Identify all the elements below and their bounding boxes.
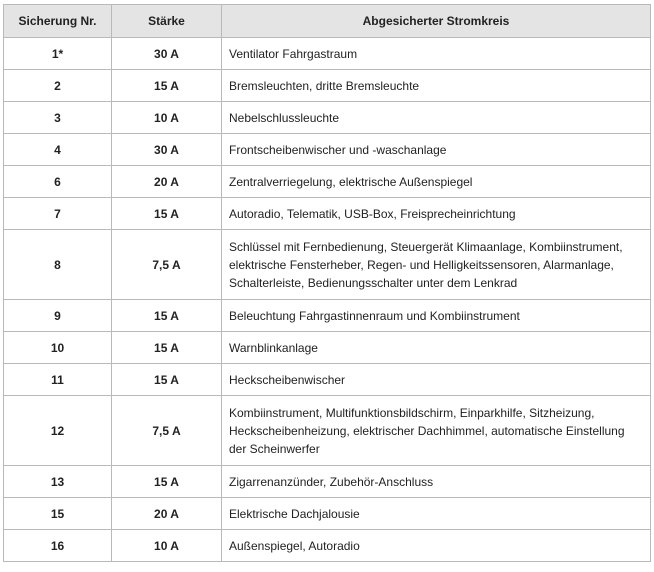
table-row: [4, 498, 651, 530]
fuse-number-cell: 3: [4, 102, 112, 134]
circuit-cell: Frontscheibenwischer und -waschanlage: [222, 134, 651, 166]
table-row: [4, 198, 651, 230]
rating-cell: 30 A: [112, 134, 222, 166]
header-rating: Stärke: [112, 5, 222, 38]
fuse-table: [3, 4, 651, 562]
rating-cell: 15 A: [112, 300, 222, 332]
table-row: [4, 166, 651, 198]
fuse-number-cell: 12: [4, 396, 112, 466]
rating-cell: 20 A: [112, 166, 222, 198]
table-row: [4, 466, 651, 498]
circuit-cell: Nebelschlussleuchte: [222, 102, 651, 134]
rating-cell: 10 A: [112, 530, 222, 562]
circuit-cell: Elektrische Dachjalousie: [222, 498, 651, 530]
circuit-cell: Ventilator Fahrgastraum: [222, 38, 651, 70]
table-row: [4, 364, 651, 396]
rating-cell: 7,5 A: [112, 396, 222, 466]
table-row: [4, 70, 651, 102]
fuse-number-cell: 1*: [4, 38, 112, 70]
table-row: [4, 530, 651, 562]
fuse-number-cell: 10: [4, 332, 112, 364]
circuit-cell: Schlüssel mit Fernbedienung, Steuergerät Klimaanlage, Kombiinstrument, elektrische Fensterheber, Regen- und Helligkeitssensoren, Alarmanlage, Schalterleiste, Bedienungsschalter unter dem Lenkrad: [222, 230, 651, 300]
rating-cell: 15 A: [112, 70, 222, 102]
circuit-cell: Kombiinstrument, Multifunktionsbildschirm, Einparkhilfe, Sitzheizung, Heckscheibenheizung, elektrischer Dachhimmel, automatische Einstellung der Scheinwerfer: [222, 396, 651, 466]
circuit-cell: Zigarrenanzünder, Zubehör-Anschluss: [222, 466, 651, 498]
table-row: [4, 230, 651, 300]
header-circuit: Abgesicherter Stromkreis: [222, 5, 651, 38]
rating-cell: 15 A: [112, 332, 222, 364]
circuit-cell: Außenspiegel, Autoradio: [222, 530, 651, 562]
table-row: [4, 38, 651, 70]
fuse-number-cell: 9: [4, 300, 112, 332]
fuse-number-cell: 13: [4, 466, 112, 498]
table-row: [4, 102, 651, 134]
fuse-number-cell: 6: [4, 166, 112, 198]
table-row: [4, 332, 651, 364]
fuse-number-cell: 2: [4, 70, 112, 102]
rating-cell: 15 A: [112, 466, 222, 498]
rating-cell: 30 A: [112, 38, 222, 70]
table-row: [4, 396, 651, 466]
circuit-cell: Heckscheibenwischer: [222, 364, 651, 396]
circuit-cell: Warnblinkanlage: [222, 332, 651, 364]
circuit-cell: Bremsleuchten, dritte Bremsleuchte: [222, 70, 651, 102]
circuit-cell: Zentralverriegelung, elektrische Außenspiegel: [222, 166, 651, 198]
rating-cell: 10 A: [112, 102, 222, 134]
circuit-cell: Autoradio, Telematik, USB-Box, Freisprecheinrichtung: [222, 198, 651, 230]
table-row: [4, 134, 651, 166]
fuse-number-cell: 7: [4, 198, 112, 230]
rating-cell: 7,5 A: [112, 230, 222, 300]
rating-cell: 20 A: [112, 498, 222, 530]
fuse-number-cell: 16: [4, 530, 112, 562]
fuse-number-cell: 15: [4, 498, 112, 530]
table-row: [4, 300, 651, 332]
fuse-number-cell: 11: [4, 364, 112, 396]
rating-cell: 15 A: [112, 198, 222, 230]
fuse-number-cell: 4: [4, 134, 112, 166]
circuit-cell: Beleuchtung Fahrgastinnenraum und Kombiinstrument: [222, 300, 651, 332]
rating-cell: 15 A: [112, 364, 222, 396]
fuse-number-cell: 8: [4, 230, 112, 300]
header-row: [4, 5, 651, 38]
header-fuse-number: Sicherung Nr.: [4, 5, 112, 38]
